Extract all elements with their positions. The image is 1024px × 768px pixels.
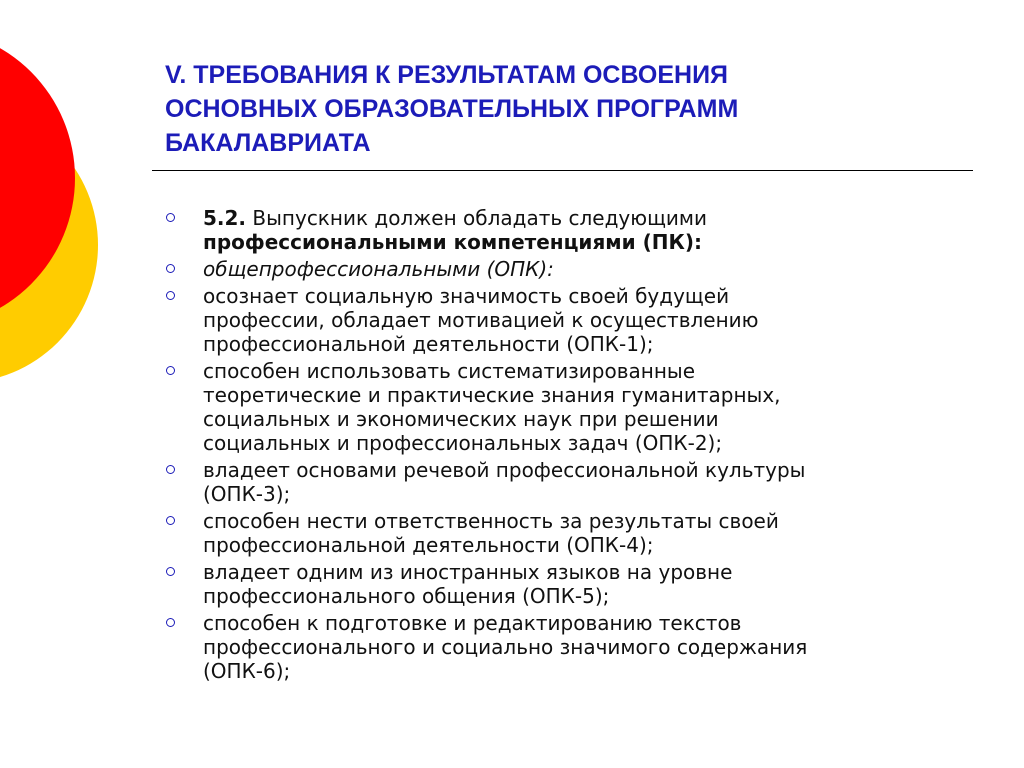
- item-line: (ОПК-3);: [203, 482, 291, 506]
- item-line: владеет основами речевой профессиональной культуры: [203, 458, 806, 482]
- title-line-2: ОСНОВНЫХ ОБРАЗОВАТЕЛЬНЫХ ПРОГРАММ: [165, 95, 739, 123]
- slide-title: [165, 58, 965, 160]
- item-line: способен нести ответственность за результаты своей: [203, 509, 779, 533]
- item-line: социальных и экономических наук при решении: [203, 407, 719, 431]
- item-line: профессионального общения (ОПК-5);: [203, 584, 610, 608]
- item-line: владеет одним из иностранных языков на уровне: [203, 560, 733, 584]
- list-item: [160, 284, 1000, 356]
- circle-bullet-icon: [166, 567, 175, 576]
- circle-bullet-icon: [166, 366, 175, 375]
- circle-bullet-icon: [166, 618, 175, 627]
- circle-bullet-icon: [166, 291, 175, 300]
- circle-bullet-icon: [166, 213, 175, 222]
- list-item: [160, 560, 1000, 608]
- item-line: способен использовать систематизированные: [203, 359, 695, 383]
- item-line: профессиональной деятельности (ОПК-1);: [203, 332, 654, 356]
- list-item: [160, 359, 1000, 455]
- section-number: 5.2.: [203, 206, 247, 230]
- decorative-circles: [0, 0, 110, 420]
- item-line: теоретические и практические знания гуманитарных,: [203, 383, 781, 407]
- circle-bullet-icon: [166, 264, 175, 273]
- item-line: [203, 206, 1000, 230]
- title-line-3: БАКАЛАВРИАТА: [165, 129, 371, 157]
- item-line: профессии, обладает мотивацией к осуществлению: [203, 308, 759, 332]
- item-line: социальных и профессиональных задач (ОПК-2);: [203, 431, 723, 455]
- item-line: способен к подготовке и редактированию текстов: [203, 611, 742, 635]
- list-item: [160, 611, 1000, 683]
- title-line-1: V. ТРЕБОВАНИЯ К РЕЗУЛЬТАТАМ ОСВОЕНИЯ: [165, 61, 729, 89]
- competency-list: [160, 206, 1000, 686]
- list-item: [160, 206, 1000, 254]
- item-text: Выпускник должен обладать следующими: [246, 206, 707, 230]
- list-item: [160, 509, 1000, 557]
- item-line: профессионального и социально значимого содержания: [203, 635, 808, 659]
- list-item: [160, 257, 1000, 281]
- title-divider: [152, 170, 973, 171]
- item-line-bold: профессиональными компетенциями (ПК):: [203, 230, 702, 254]
- circle-bullet-icon: [166, 465, 175, 474]
- item-line: осознает социальную значимость своей будущей: [203, 284, 730, 308]
- circle-bullet-icon: [166, 516, 175, 525]
- item-line: профессиональной деятельности (ОПК-4);: [203, 533, 654, 557]
- item-line: (ОПК-6);: [203, 659, 291, 683]
- item-line-italic: общепрофессиональными (ОПК):: [203, 257, 554, 281]
- list-item: [160, 458, 1000, 506]
